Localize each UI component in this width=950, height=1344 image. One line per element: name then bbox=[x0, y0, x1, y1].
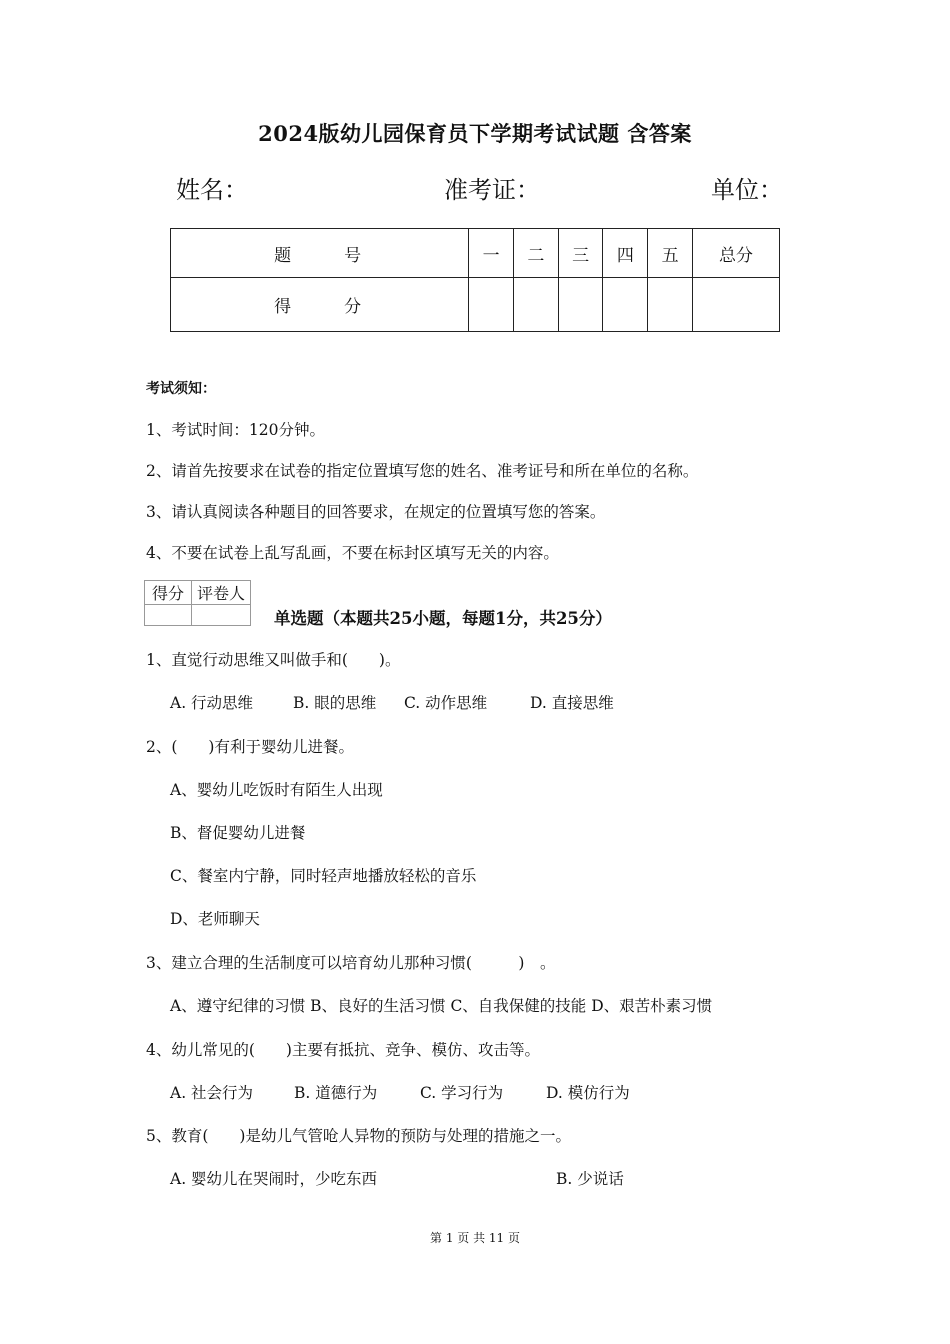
unit-field-label: 单位： bbox=[711, 176, 783, 204]
question-stem: 2、( )有利于婴幼儿进餐。 bbox=[146, 738, 354, 756]
question-option: B. 少说话 bbox=[556, 1170, 624, 1188]
question-option: D. 模仿行为 bbox=[546, 1084, 630, 1102]
question-stem: 4、幼儿常见的( )主要有抵抗、竞争、模仿、攻击等。 bbox=[146, 1041, 540, 1059]
notice-title: 考试须知： bbox=[146, 381, 216, 397]
score-table-header-row bbox=[171, 229, 780, 278]
name-field-label: 姓名： bbox=[176, 176, 248, 204]
notice-item: 3、请认真阅读各种题目的回答要求，在规定的位置填写您的答案。 bbox=[146, 503, 606, 521]
question-stem: 3、建立合理的生活制度可以培育幼儿那种习惯( ) 。 bbox=[146, 954, 556, 972]
question-option: C、餐室内宁静，同时轻声地播放轻松的音乐 bbox=[170, 867, 477, 885]
grader-score-cell[interactable] bbox=[145, 605, 192, 626]
question-option: D. 直接思维 bbox=[530, 694, 614, 712]
notice-item: 2、请首先按要求在试卷的指定位置填写您的姓名、准考证号和所在单位的名称。 bbox=[146, 462, 699, 480]
score-cell[interactable] bbox=[469, 278, 514, 332]
score-table bbox=[170, 228, 780, 332]
score-table-score-row bbox=[171, 278, 780, 332]
exam-id-field-label: 准考证： bbox=[444, 176, 540, 204]
score-cell[interactable] bbox=[558, 278, 603, 332]
score-cell[interactable] bbox=[514, 278, 559, 332]
notice-item: 1、考试时间：120分钟。 bbox=[146, 421, 325, 439]
notice-item: 4、不要在试卷上乱写乱画，不要在标封区填写无关的内容。 bbox=[146, 544, 559, 562]
question-option: B. 眼的思维 bbox=[293, 694, 377, 712]
score-table-header-cell: 题 号 bbox=[171, 229, 469, 278]
question-option: C. 学习行为 bbox=[420, 1084, 504, 1102]
question-option: B、督促婴幼儿进餐 bbox=[170, 824, 306, 842]
grader-name-label: 评卷人 bbox=[192, 581, 251, 605]
score-table-header-cell: 三 bbox=[558, 229, 603, 278]
question-option: A. 婴幼儿在哭闹时，少吃东西 bbox=[170, 1170, 378, 1188]
candidate-fields bbox=[0, 170, 950, 204]
document-title: 2024版幼儿园保育员下学期考试试题 含答案 bbox=[258, 121, 692, 146]
grader-score-label: 得分 bbox=[145, 581, 192, 605]
question-option: D、老师聊天 bbox=[170, 910, 260, 928]
score-table-header-cell: 总分 bbox=[692, 229, 779, 278]
score-table-header-cell: 一 bbox=[469, 229, 514, 278]
question-option: B. 道德行为 bbox=[294, 1084, 378, 1102]
question-stem: 5、教育( )是幼儿气管呛人异物的预防与处理的措施之一。 bbox=[146, 1127, 571, 1145]
score-row-label: 得 分 bbox=[171, 278, 469, 332]
page-footer: 第 1 页 共 11 页 bbox=[430, 1231, 520, 1245]
section-title: 单选题（本题共25小题，每题1分，共25分） bbox=[274, 609, 612, 628]
question-option: A. 行动思维 bbox=[170, 694, 254, 712]
question-stem: 1、直觉行动思维又叫做手和( )。 bbox=[146, 651, 401, 669]
score-cell[interactable] bbox=[603, 278, 648, 332]
grader-box bbox=[144, 580, 251, 626]
score-cell[interactable] bbox=[648, 278, 693, 332]
score-table-header-cell: 四 bbox=[603, 229, 648, 278]
score-cell[interactable] bbox=[692, 278, 779, 332]
question-option: A、婴幼儿吃饭时有陌生人出现 bbox=[170, 781, 383, 799]
score-table-header-cell: 五 bbox=[648, 229, 693, 278]
question-option: A. 社会行为 bbox=[170, 1084, 254, 1102]
question-option: C. 动作思维 bbox=[404, 694, 488, 712]
score-table-header-cell: 二 bbox=[514, 229, 559, 278]
grader-name-cell[interactable] bbox=[192, 605, 251, 626]
question-option: A、遵守纪律的习惯 B、良好的生活习惯 C、自我保健的技能 D、艰苦朴素习惯 bbox=[170, 997, 713, 1015]
